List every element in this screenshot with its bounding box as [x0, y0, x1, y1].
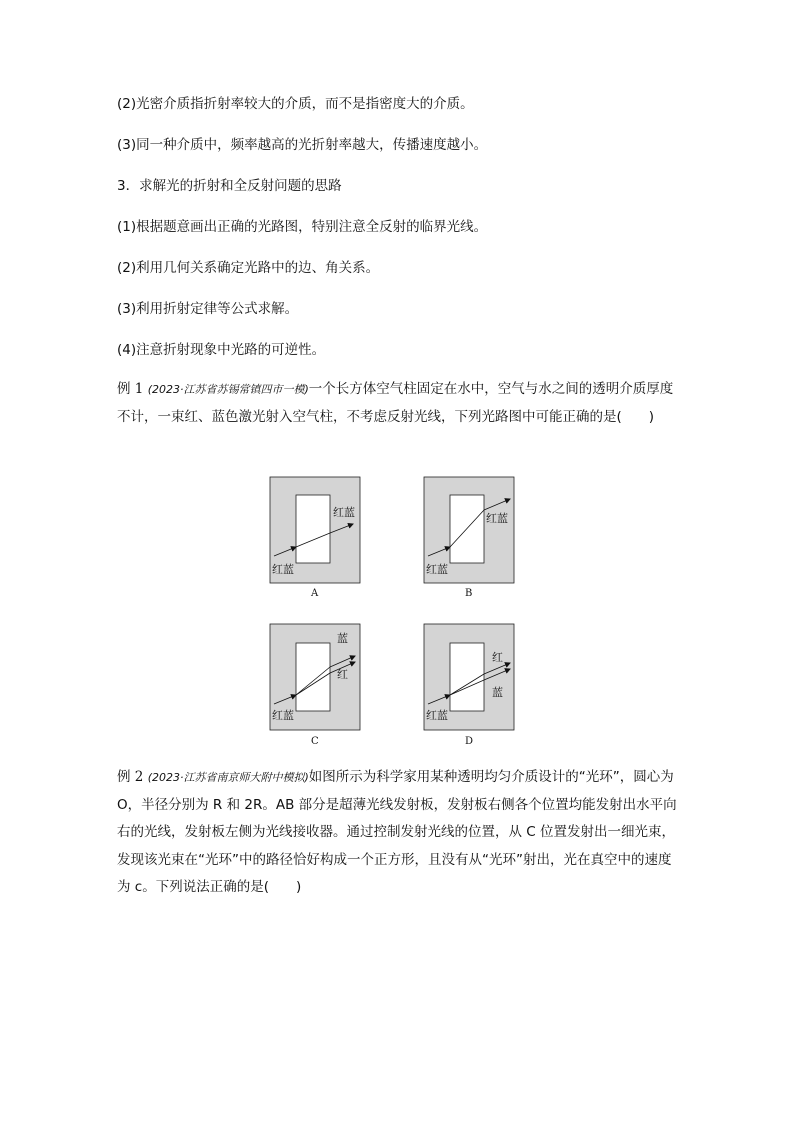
panel-a-out-label: 红蓝 — [333, 506, 355, 519]
panel-c-out-top: 蓝 — [337, 632, 348, 645]
panel-d-in-label: 红蓝 — [426, 709, 448, 722]
example-1-text: 一个长方体空气柱固定在水中，空气与水之间的透明介质厚度不计，一束红、蓝色激光射入空气柱，不考虑反射光线，下列光路图中可能正确的是( ) — [117, 381, 674, 425]
step-2: (2)利用几何关系确定光路中的边、角关系。 — [117, 260, 380, 276]
step-1: (1)根据题意画出正确的光路图，特别注意全反射的临界光线。 — [117, 219, 488, 235]
text-line-frequency: (3)同一种介质中，频率越高的光折射率越大，传播速度越小。 — [117, 137, 488, 153]
example-1 — [117, 376, 682, 431]
step-3: (3)利用折射定律等公式求解。 — [117, 301, 299, 317]
step-4: (4)注意折射现象中光路的可逆性。 — [117, 342, 326, 358]
optics-figure — [267, 476, 517, 751]
panel-c-caption: C — [311, 736, 319, 747]
example-2-label: 例 2 — [117, 769, 144, 785]
section-heading: 3．求解光的折射和全反射问题的思路 — [117, 178, 342, 194]
panel-b — [424, 477, 514, 599]
panel-d-out-bottom: 蓝 — [492, 686, 503, 699]
text-line-medium-density: (2)光密介质指折射率较大的介质，而不是指密度大的介质。 — [117, 96, 474, 112]
example-2-text: 如图所示为科学家用某种透明均匀介质设计的“光环”，圆心为 O，半径分别为 R 和 2R。AB 部分是超薄光线发射板，发射板右侧各个位置均能发射出水平向右的光线，发射板左侧为光线接收器。通过控制发射光线的位置，从 C 位置发射出一细光束，发现该光束在“光环”中的路径恰好构成一个正方形，且没有从“光环”射出，光在真空中的速度为 c。下列说法正确的是( ) — [117, 769, 677, 895]
panel-c — [270, 624, 360, 747]
panel-d-out-top: 红 — [492, 651, 503, 664]
panel-b-caption: B — [465, 588, 473, 599]
example-2 — [117, 764, 682, 902]
example-1-label: 例 1 — [117, 381, 144, 397]
panel-a — [270, 477, 360, 599]
panel-a-caption: A — [311, 588, 319, 599]
panel-d — [424, 624, 514, 747]
panel-d-caption: D — [465, 736, 474, 747]
example-1-source: (2023·江苏省苏锡常镇四市一模) — [147, 383, 309, 396]
panel-b-out-label: 红蓝 — [486, 512, 508, 525]
example-2-source: (2023·江苏省南京师大附中模拟) — [147, 771, 309, 784]
panel-b-in-label: 红蓝 — [426, 563, 448, 576]
panel-c-out-bottom: 红 — [337, 668, 348, 681]
panel-a-in-label: 红蓝 — [272, 563, 294, 576]
panel-c-in-label: 红蓝 — [272, 709, 294, 722]
